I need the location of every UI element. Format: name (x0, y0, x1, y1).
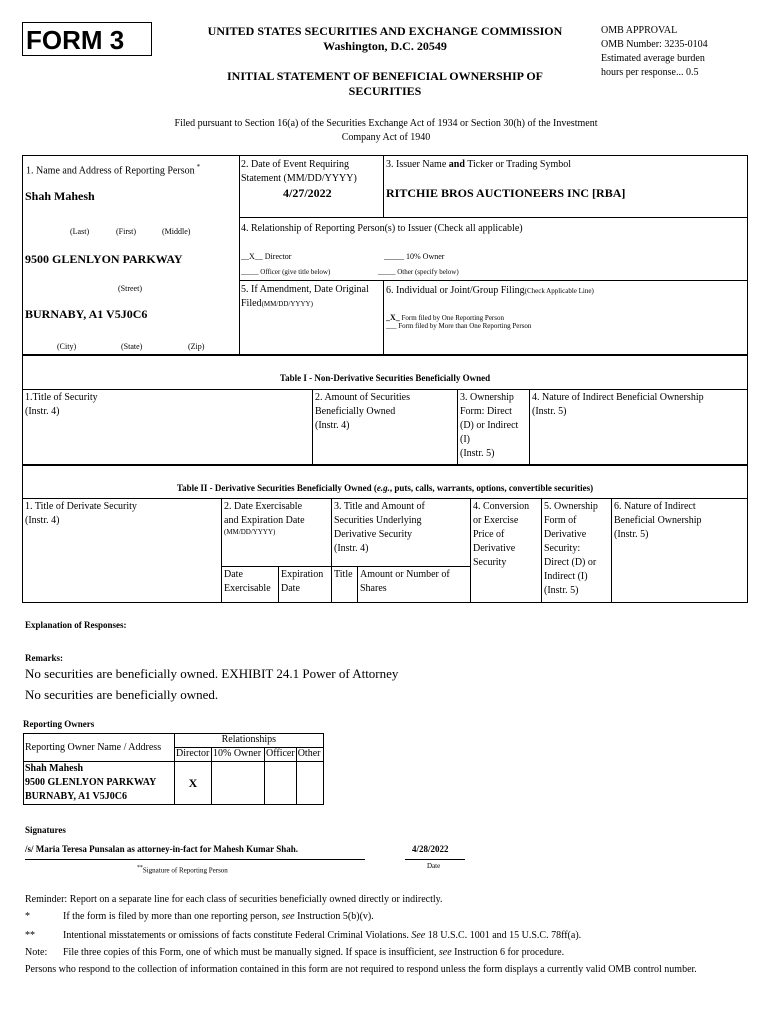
omb-burden-2: hours per response... 0.5 (601, 67, 699, 78)
table2-col-nature: 6. Nature of Indirect Beneficial Ownership (Instr. 5) (614, 501, 702, 540)
omb-burden-1: Estimated average burden (601, 53, 705, 64)
persons-note: Persons who respond to the collection of information contained in this form are not required to respond unless the form displays a currently valid OMB control number. (25, 964, 697, 975)
star-note: If the form is filed by more than one reporting person, see Instruction 5(b)(v). (63, 911, 374, 922)
explanation-label: Explanation of Responses: (25, 620, 127, 630)
table1-title: Table I - Non-Derivative Securities Beneficially Owned (279, 373, 491, 383)
remarks-line-1: No securities are beneficially owned. EXHIBIT 24.1 Power of Attorney (25, 666, 399, 681)
name-middle-label: (Middle) (162, 227, 191, 236)
box6-label: 6. Individual or Joint/Group Filing(Check Applicable Line) (386, 285, 594, 296)
table2-sub-line-1 (278, 566, 279, 603)
table2-col-line-4 (541, 498, 542, 603)
table2-col-underlying: 3. Title and Amount of Securities Underlying Derivative Security (Instr. 4) (334, 501, 425, 554)
note-mark: Note: (25, 947, 48, 958)
box4-label: 4. Relationship of Reporting Person(s) to Issuer (Check all applicable) (241, 223, 523, 234)
table1-col-title: 1.Title of Security (Instr. 4) (25, 392, 98, 417)
ro-col-officer: Officer (265, 748, 297, 762)
table1-col-amount: 2. Amount of Securities Beneficially Owned (Instr. 4) (315, 392, 410, 431)
omb-approval: OMB APPROVAL (601, 25, 678, 36)
form-title: INITIAL STATEMENT OF BENEFICIAL OWNERSHIP OF SECURITIES (227, 69, 543, 98)
filed-pursuant: Filed pursuant to Section 16(a) of the Securities Exchange Act of 1934 or Section 30(h) of the Investment Company Act of 1940 (174, 118, 598, 143)
city-value: BURNABY, A1 V5J0C6 (25, 307, 148, 321)
table2-sub-date-exercisable: Date Exercisable (224, 569, 271, 594)
ro-other-cell (296, 762, 323, 805)
box1-marker: * (196, 163, 201, 171)
ro-col-other: Other (296, 748, 323, 762)
table1-col-ownership: 3. Ownership Form: Direct (D) or Indirect (I) (Instr. 5) (460, 392, 519, 459)
table1-header-line (22, 389, 748, 390)
remarks-line-2: No securities are beneficially owned. (25, 687, 219, 702)
box5-label: 5. If Amendment, Date Original Filed(MM/DD/YYYY) (241, 284, 369, 309)
table2-col-conversion: 4. Conversion or Exercise Price of Derivative Security (473, 501, 530, 568)
street-value: 9500 GLENLYON PARKWAY (25, 252, 183, 266)
signature-date: 4/28/2022 (412, 844, 449, 854)
director-checkbox[interactable]: __X__ Director (241, 252, 292, 261)
agency-name: UNITED STATES SECURITIES AND EXCHANGE COMMISSION (207, 24, 563, 38)
table2-col-line-5 (611, 498, 612, 603)
star-mark: * (25, 911, 30, 922)
table2-col-dates: 2. Date Exercisable and Expiration Date (MM/DD/YYYY) (224, 501, 305, 536)
signer-name: /s/ Maria Teresa Punsalan as attorney-in-fact for Mahesh Kumar Shah. (25, 844, 299, 854)
ro-director-mark: X (175, 762, 212, 805)
table2-col-line-1 (221, 498, 222, 603)
state-label: (State) (121, 342, 143, 351)
divider-2 (383, 155, 384, 217)
ro-officer-cell (265, 762, 297, 805)
table2-subheader-line (221, 566, 470, 567)
agency-city: Washington, D.C. 20549 (323, 39, 447, 53)
reporting-owners-table (23, 733, 324, 805)
table2-sub-expiration: Expiration Date (281, 569, 324, 594)
table1-col-nature: 4. Nature of Indirect Beneficial Ownership (Instr. 5) (532, 392, 704, 417)
signatures-heading: Signatures (25, 825, 66, 835)
divider-5 (239, 280, 748, 281)
table1-col-line-1 (312, 389, 313, 465)
remarks-label: Remarks: (25, 653, 63, 663)
box1-label: 1. Name and Address of Reporting Person * (26, 163, 201, 177)
ro-col-name: Reporting Owner Name / Address (24, 734, 175, 762)
table2-col-title: 1. Title of Derivate Security (Instr. 4) (25, 501, 137, 526)
ten-percent-owner-checkbox[interactable]: _____ 10% Owner (384, 252, 445, 261)
ro-owner-cell: Shah Mahesh 9500 GLENLYON PARKWAY BURNABY, A1 V5J0C6 (24, 762, 175, 805)
reporting-person-name: Shah Mahesh (25, 189, 95, 203)
omb-number: OMB Number: 3235-0104 (601, 39, 708, 50)
city-label: (City) (57, 342, 77, 351)
table2-col-line-3 (470, 498, 471, 603)
table2-sub-line-2 (357, 566, 358, 603)
table2-sub-amount: Amount or Number of Shares (360, 569, 450, 594)
table2-col-line-2 (331, 498, 332, 603)
double-star-mark: ** (25, 930, 35, 941)
divider-4 (239, 217, 748, 218)
ro-ten-cell (212, 762, 265, 805)
box3-label: 3. Issuer Name and Ticker or Trading Symbol (386, 159, 572, 170)
date-caption: Date (427, 862, 441, 870)
table2-col-ownership-form: 5. Ownership Form of Derivative Security: Direct (D) or Indirect (I) (Instr. 5) (544, 501, 598, 596)
note-text: File three copies of this Form, one of which must be manually signed. If space is insufficient, see Instruction 6 for procedure. (63, 947, 565, 958)
date-line (405, 859, 465, 860)
ro-col-ten: 10% Owner (212, 748, 265, 762)
reporting-owners-heading: Reporting Owners (23, 719, 95, 729)
name-last-label: (Last) (70, 227, 90, 236)
street-label: (Street) (118, 284, 142, 293)
other-checkbox[interactable]: _____ Other (specify below) (378, 268, 459, 276)
zip-label: (Zip) (188, 342, 205, 351)
signature-line (25, 859, 365, 860)
table2-title: Table II - Derivative Securities Beneficially Owned (e.g., puts, calls, warrants, options, convertible securities) (176, 483, 594, 493)
form-label: FORM 3 (26, 25, 125, 55)
ro-col-relationships: Relationships (175, 734, 324, 748)
more-person-filing-option[interactable]: ___ Form filed by More than One Reporting Person (386, 322, 532, 330)
ro-col-director: Director (175, 748, 212, 762)
divider-1 (239, 155, 240, 355)
officer-checkbox[interactable]: _____ Officer (give title below) (241, 268, 331, 276)
table2-sub-title: Title (334, 569, 353, 580)
issuer-name: RITCHIE BROS AUCTIONEERS INC [RBA] (386, 186, 626, 200)
event-date: 4/27/2022 (283, 186, 332, 200)
table2-header-line (22, 498, 748, 499)
table1-col-line-2 (457, 389, 458, 465)
name-first-label: (First) (116, 227, 136, 236)
divider-3 (383, 280, 384, 355)
table1-col-line-3 (529, 389, 530, 465)
signature-caption: **Signature of Reporting Person (137, 865, 228, 875)
double-star-note: Intentional misstatements or omissions of facts constitute Federal Criminal Violations. See 18 U.S.C. 1001 and 15 U.S.C. 78ff(a). (63, 930, 582, 941)
reminder-note: Reminder: Report on a separate line for each class of securities beneficially owned directly or indirectly. (25, 894, 443, 905)
one-person-filing-option[interactable]: _X_ Form filed by One Reporting Person (386, 313, 504, 322)
box2-label: 2. Date of Event Requiring Statement (MM/DD/YYYY) (241, 159, 357, 184)
